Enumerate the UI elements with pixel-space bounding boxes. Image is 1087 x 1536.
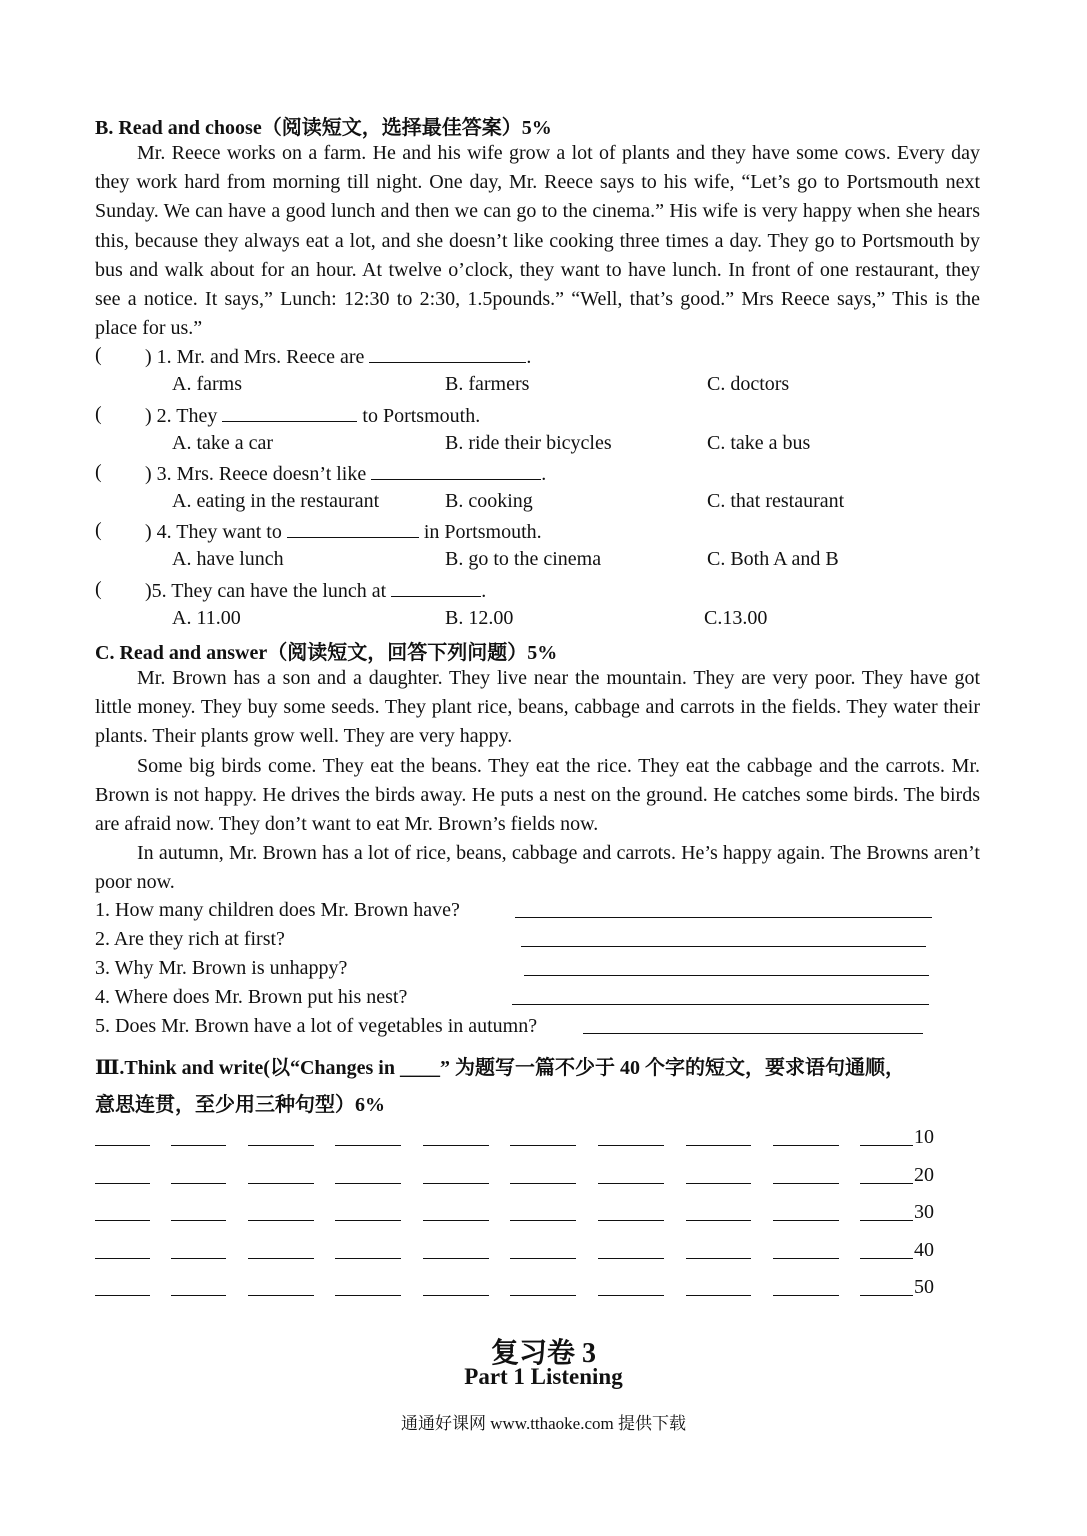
writing-blank[interactable]	[95, 1183, 150, 1184]
writing-blank[interactable]	[248, 1220, 314, 1221]
c-question-2: 2. Are they rich at first?	[95, 928, 285, 950]
writing-blank[interactable]	[860, 1258, 913, 1259]
b-question-paren[interactable]: (	[95, 519, 102, 541]
b-question-paren[interactable]: (	[95, 578, 102, 600]
writing-blank[interactable]	[423, 1295, 489, 1296]
section-c-heading: C. Read and answer（阅读短文，回答下列问题）5%	[95, 642, 558, 664]
b-question-stem-end: to Portsmouth.	[357, 405, 481, 427]
writing-blank[interactable]	[171, 1183, 226, 1184]
writing-blank[interactable]	[248, 1258, 314, 1259]
writing-blank[interactable]	[598, 1295, 664, 1296]
writing-blank[interactable]	[95, 1295, 150, 1296]
b-option-b: B. ride their bicycles	[445, 432, 612, 454]
word-count-marker: 40	[914, 1239, 934, 1261]
b-question-paren[interactable]: (	[95, 403, 102, 425]
b-question-text	[145, 461, 546, 486]
writing-blank[interactable]	[598, 1220, 664, 1221]
b-option-c: C. Both A and B	[707, 548, 839, 570]
b-question-text	[145, 403, 480, 428]
b-question-blank[interactable]	[371, 461, 541, 480]
writing-blank[interactable]	[510, 1220, 576, 1221]
writing-blank[interactable]	[423, 1183, 489, 1184]
page-footer: 通通好课网 www.tthaoke.com 提供下载	[400, 1414, 687, 1433]
writing-blank[interactable]	[335, 1145, 401, 1146]
b-question-blank[interactable]	[287, 519, 419, 538]
c-answer-line-1[interactable]	[515, 917, 932, 918]
b-question-paren[interactable]: (	[95, 461, 102, 483]
b-option-a: A. farms	[172, 373, 242, 395]
b-option-a: A. take a car	[172, 432, 274, 454]
writing-blank[interactable]	[860, 1145, 913, 1146]
writing-blank[interactable]	[95, 1258, 150, 1259]
writing-blank[interactable]	[171, 1295, 226, 1296]
c-question-1: 1. How many children does Mr. Brown have?	[95, 899, 460, 921]
b-question-blank[interactable]	[391, 578, 481, 597]
writing-blank[interactable]	[860, 1183, 913, 1184]
writing-blank[interactable]	[248, 1145, 314, 1146]
b-option-c: C. doctors	[707, 373, 790, 395]
b-question-stem-end: .	[481, 580, 487, 602]
b-option-b: B. go to the cinema	[445, 548, 602, 570]
b-option-c: C. that restaurant	[707, 490, 845, 512]
writing-blank[interactable]	[423, 1145, 489, 1146]
c-answer-line-3[interactable]	[524, 975, 929, 976]
section-b-heading: B. Read and choose（阅读短文，选择最佳答案）5%	[95, 117, 552, 139]
writing-blank[interactable]	[510, 1295, 576, 1296]
writing-blank[interactable]	[860, 1220, 913, 1221]
b-option-c: C. take a bus	[707, 432, 811, 454]
writing-blank[interactable]	[686, 1258, 751, 1259]
b-question-blank[interactable]	[369, 344, 526, 363]
writing-blank[interactable]	[335, 1220, 401, 1221]
b-question-text	[145, 578, 486, 603]
writing-blank[interactable]	[248, 1295, 314, 1296]
next-paper-title: 复习卷 3	[490, 1338, 596, 1369]
word-count-marker: 30	[914, 1201, 934, 1223]
b-question-stem: ) 2. They	[145, 405, 223, 427]
writing-blank[interactable]	[686, 1183, 751, 1184]
writing-blank[interactable]	[95, 1220, 150, 1221]
writing-blank[interactable]	[686, 1220, 751, 1221]
writing-blank[interactable]	[598, 1258, 664, 1259]
section-iii-heading-line-2: 意思连贯，至少用三种句型）6%	[95, 1094, 385, 1116]
writing-blank[interactable]	[773, 1145, 839, 1146]
writing-blank[interactable]	[598, 1145, 664, 1146]
writing-blank[interactable]	[335, 1183, 401, 1184]
b-option-c: C.13.00	[704, 607, 768, 629]
writing-blank[interactable]	[423, 1220, 489, 1221]
b-question-stem: ) 4. They want to	[145, 521, 287, 543]
b-question-stem-end: .	[526, 346, 532, 368]
b-question-text	[145, 344, 531, 369]
writing-blank[interactable]	[423, 1258, 489, 1259]
writing-blank[interactable]	[171, 1258, 226, 1259]
writing-blank[interactable]	[686, 1295, 751, 1296]
section-b-passage: Mr. Reece works on a farm. He and his wife grow a lot of plants and they have some cows. Every day they work hard from morning till night. One day, Mr. Reece says to his wife, “Let’s go to Portsmouth next Sunday. We can have a good lunch and then we can go to the cinema.” His wife is very happy when she hears this, because they always eat a lot, and she doesn’t like cooking three times a day. They go to Portsmouth by bus and walk about for an hour. At twelve o’clock, they want to have lunch. In front of one restaurant, they see a notice. It says,” Lunch: 12:30 to 2:30, 1.5pounds.” “Well, that’s good.” Mrs Reece says,” This is the place for us.”	[95, 142, 980, 340]
c-question-5: 5. Does Mr. Brown have a lot of vegetables in autumn?	[95, 1015, 538, 1037]
b-question-blank[interactable]	[222, 403, 357, 422]
b-option-b: B. farmers	[445, 373, 530, 395]
b-question-text	[145, 519, 542, 544]
section-c-paragraph-1: Mr. Brown has a son and a daughter. They live near the mountain. They are very poor. They have got little money. They buy some seeds. They plant rice, beans, cabbage and carrots in the fields. They water their plants. Their plants grow well. They are very happy.	[95, 667, 980, 748]
b-option-a: A. eating in the restaurant	[172, 490, 380, 512]
word-count-marker: 20	[914, 1164, 934, 1186]
b-question-stem: ) 3. Mrs. Reece doesn’t like	[145, 463, 372, 485]
b-question-stem-end: in Portsmouth.	[418, 521, 542, 543]
writing-blank[interactable]	[686, 1145, 751, 1146]
writing-blank[interactable]	[773, 1183, 839, 1184]
writing-blank[interactable]	[335, 1258, 401, 1259]
word-count-marker: 10	[914, 1126, 934, 1148]
section-c-paragraph-3: In autumn, Mr. Brown has a lot of rice, beans, cabbage and carrots. He’s happy again. The Browns aren’t poor now.	[95, 842, 980, 894]
b-option-a: A. have lunch	[172, 548, 284, 570]
b-question-paren[interactable]: (	[95, 344, 102, 366]
writing-blank[interactable]	[510, 1145, 576, 1146]
c-answer-line-4[interactable]	[512, 1004, 929, 1005]
section-c-paragraph-2: Some big birds come. They eat the beans. They eat the rice. They eat the cabbage and the carrots. Mr. Brown is not happy. He drives the birds away. He puts a nest on the ground. He catches some birds. The birds are afraid now. They don’t want to eat Mr. Brown’s fields now.	[95, 755, 980, 836]
c-answer-line-2[interactable]	[521, 946, 926, 947]
writing-blank[interactable]	[95, 1145, 150, 1146]
c-question-3: 3. Why Mr. Brown is unhappy?	[95, 957, 348, 979]
writing-blank[interactable]	[248, 1183, 314, 1184]
word-count-marker: 50	[914, 1276, 934, 1298]
b-option-b: B. cooking	[445, 490, 533, 512]
writing-blank[interactable]	[598, 1183, 664, 1184]
c-question-4: 4. Where does Mr. Brown put his nest?	[95, 986, 408, 1008]
writing-blank[interactable]	[773, 1220, 839, 1221]
b-option-b: B. 12.00	[445, 607, 514, 629]
writing-blank[interactable]	[773, 1295, 839, 1296]
writing-blank[interactable]	[860, 1295, 913, 1296]
writing-blank[interactable]	[171, 1220, 226, 1221]
next-paper-subtitle: Part 1 Listening	[464, 1364, 623, 1389]
b-option-a: A. 11.00	[172, 607, 241, 629]
b-question-stem: )5. They can have the lunch at	[145, 580, 392, 602]
writing-blank[interactable]	[510, 1258, 576, 1259]
b-question-stem-end: .	[541, 463, 547, 485]
c-answer-line-5[interactable]	[583, 1033, 923, 1034]
b-question-stem: ) 1. Mr. and Mrs. Reece are	[145, 346, 370, 368]
writing-blank[interactable]	[335, 1295, 401, 1296]
writing-blank[interactable]	[171, 1145, 226, 1146]
writing-blank[interactable]	[773, 1258, 839, 1259]
section-iii-heading-line-1: Ⅲ.Think and write(以“Changes in ____” 为题写一篇不少于 40 个字的短文，要求语句通顺，	[95, 1057, 905, 1079]
writing-blank[interactable]	[510, 1183, 576, 1184]
